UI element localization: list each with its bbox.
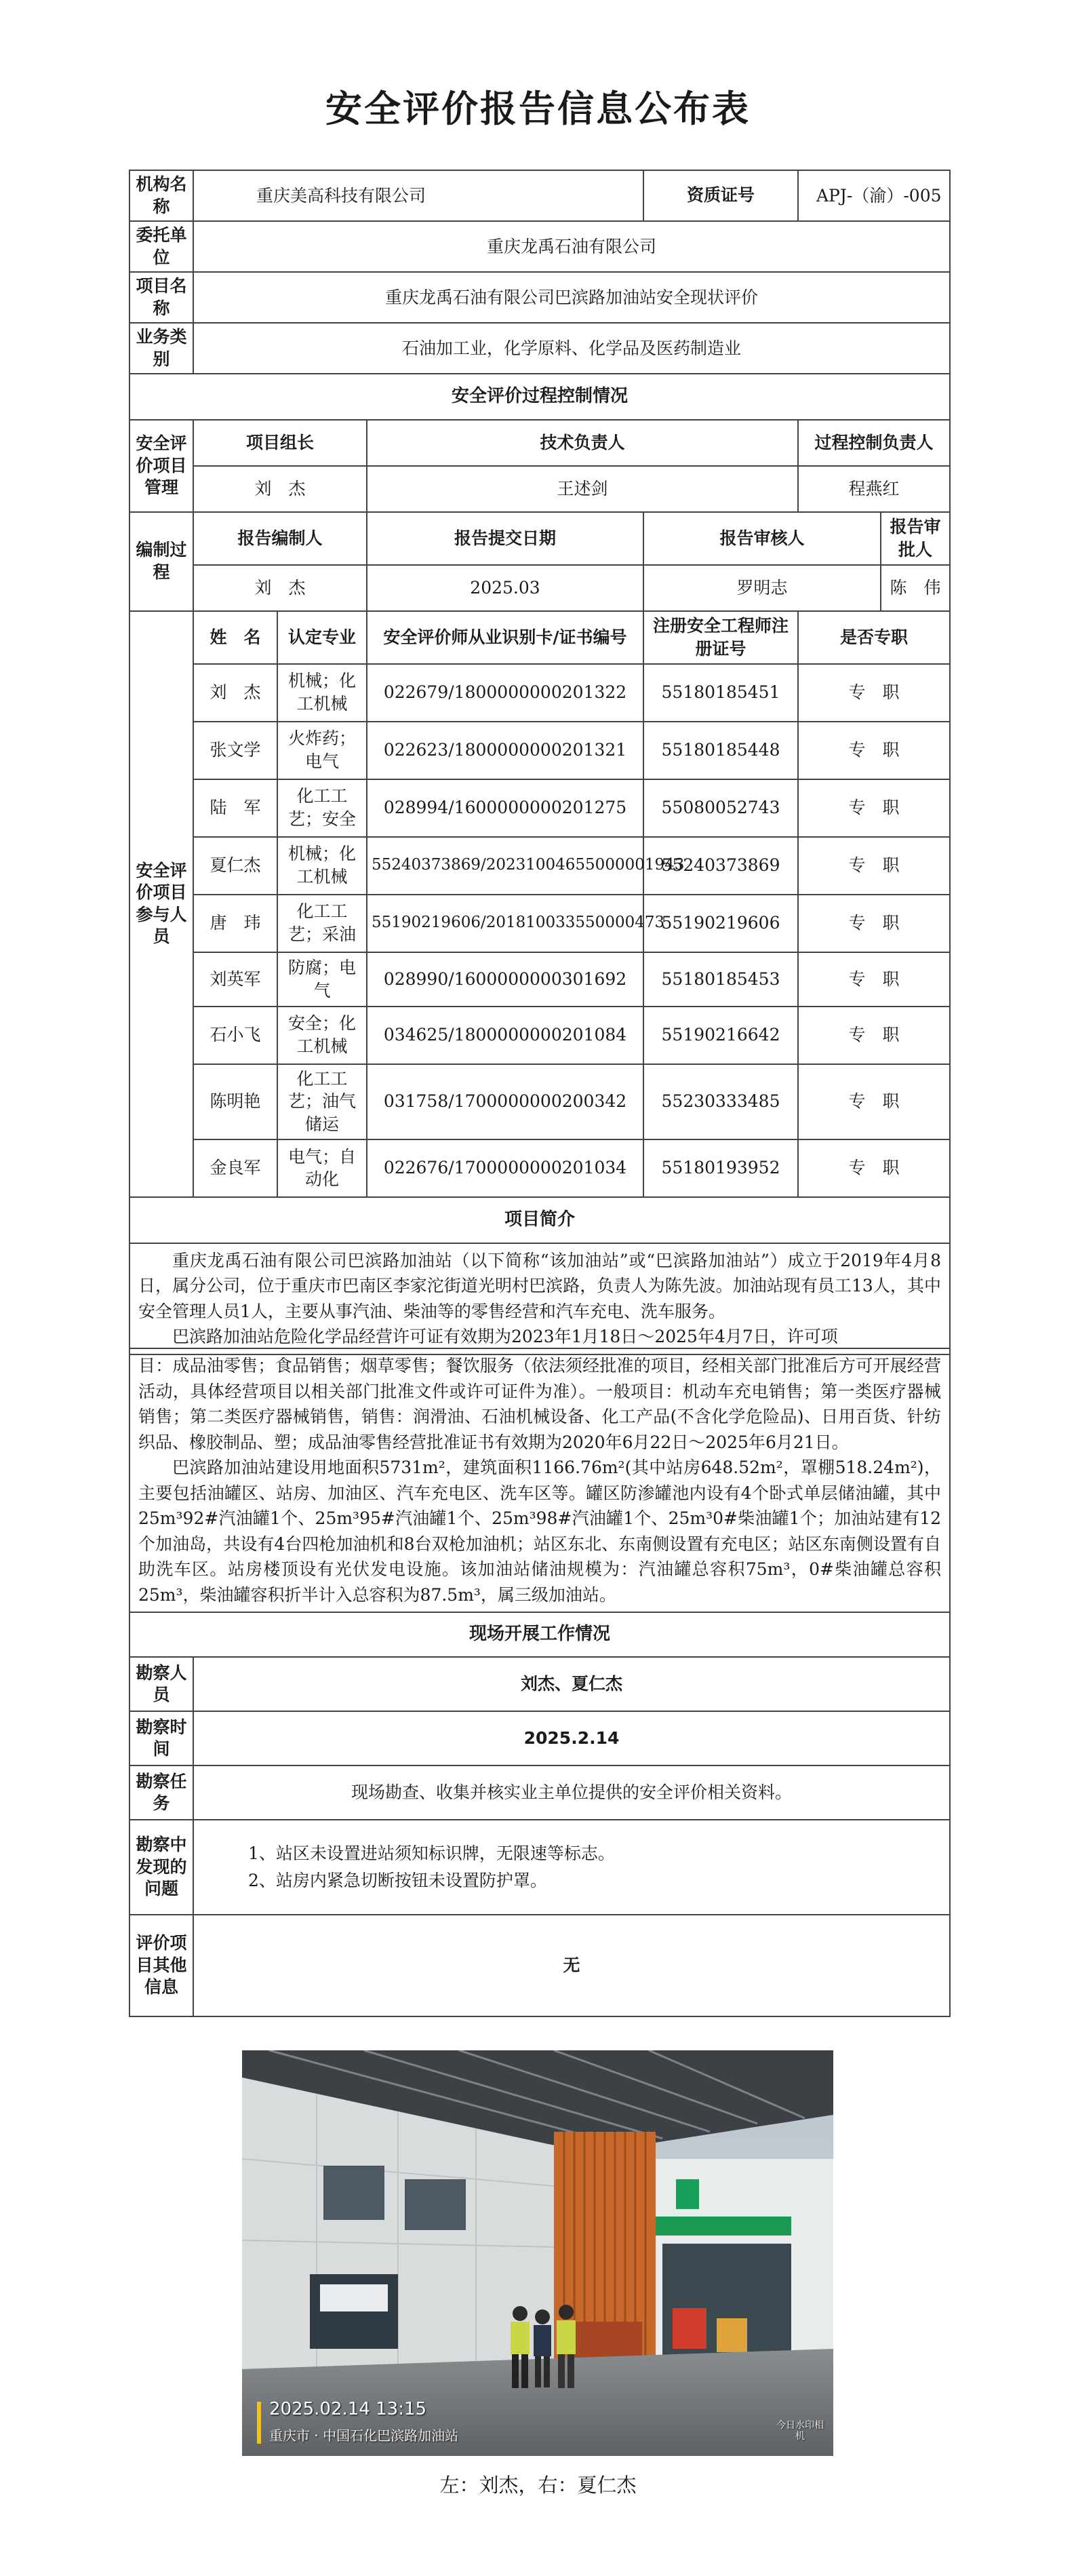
- staff-cert: 022676/1700000000201034: [367, 1139, 643, 1197]
- col-tech: 技术负责人: [367, 420, 798, 466]
- staff-cert: 55240373869/20231004655000001943: [367, 837, 643, 895]
- intro-paragraph: 巴滨路加油站建设用地面积5731m²，建筑面积1166.76m²(其中站房648.52m²，罩棚518.24m²)，主要包括油罐区、站房、加油区、汽车充电区、洗车区等。罐区防渗罐池内设有4个卧式单层储油罐，其中25m³92#汽油罐1个、25m³95#汽油罐1个、25m³98#汽油罐1个、25m³0#柴油罐1个；加油站建有12个加油岛，共设有4台四枪加油机和8台双枪加油机；站区东北、东南侧设置有充电区；站区东南侧设置有自助洗车区。站房楼顶设有光伏发电设施。该加油站储油规模为：汽油罐总容积75m³，0#柴油罐总容积25m³，柴油罐容积折半计入总容积为87.5m³，属三级加油站。: [138, 1458, 942, 1605]
- staff-cert: 022623/1800000000201321: [367, 722, 643, 779]
- business-label: 业务类别: [129, 323, 193, 374]
- staff-cert: 034625/1800000000201084: [367, 1007, 643, 1064]
- table-row: [129, 895, 950, 952]
- staff-reg: 55180193952: [643, 1139, 798, 1197]
- tech-name: 王述剑: [367, 466, 798, 512]
- col-cert: 安全评价师从业识别卡/证书编号: [367, 611, 643, 664]
- author-name: 刘 杰: [193, 565, 367, 611]
- staff-major: 化工工艺；采油: [277, 895, 367, 952]
- compile-label: 编制过程: [129, 512, 193, 611]
- field-other-label: 评价项目其他信息: [129, 1915, 193, 2016]
- field-time-value: 2025.2.14: [193, 1711, 950, 1765]
- table-row: [129, 664, 950, 722]
- intro-section-title: 项目简介: [129, 1197, 950, 1243]
- staff-name: 刘 杰: [193, 664, 277, 722]
- field-section-title: 现场开展工作情况: [129, 1612, 950, 1657]
- cert-label: 资质证号: [643, 170, 798, 221]
- staff-reg: 55230333485: [643, 1064, 798, 1139]
- reviewer-name: 罗明志: [643, 565, 881, 611]
- table-row: [129, 1139, 950, 1197]
- list-item: 1、站区未设置进站须知标识牌，无限速等标志。: [248, 1843, 615, 1863]
- staff-name: 张文学: [193, 722, 277, 779]
- info-table: [129, 170, 951, 1355]
- col-ctrl: 过程控制负责人: [798, 420, 950, 466]
- staff-fulltime: 专 职: [798, 779, 950, 837]
- photo-timestamp: 2025.02.14 13:15: [269, 2399, 427, 2419]
- project-label: 项目名称: [129, 272, 193, 323]
- field-other-value: 无: [193, 1915, 950, 2016]
- client-label: 委托单位: [129, 221, 193, 272]
- ctrl-name: 程燕红: [798, 466, 950, 512]
- mgmt-label: 安全评价项目管理: [129, 420, 193, 512]
- staff-name: 金良军: [193, 1139, 277, 1197]
- intro-text-part1: [129, 1243, 950, 1354]
- watermark-bar: [257, 2402, 261, 2444]
- staff-name: 刘英军: [193, 952, 277, 1007]
- staff-cert: 028990/1600000000301692: [367, 952, 643, 1007]
- staff-fulltime: 专 职: [798, 952, 950, 1007]
- col-reg: 注册安全工程师注册证号: [643, 611, 798, 664]
- intro-paragraph: 目：成品油零售；食品销售；烟草零售；餐饮服务（依法须经批准的项目，经相关部门批准后方可开展经营活动，具体经营项目以相关部门批准文件或许可证件为准）。一般项目：机动车充电销售；第一类医疗器械销售；第二类医疗器械销售，销售：润滑油、石油机械设备、化工产品(不含化学危险品)、日用百货、针纺织品、橡胶制品、塑；成品油零售经营批准证书有效期为2020年6月22日～2025年6月21日。: [138, 1356, 942, 1452]
- project-value: 重庆龙禹石油有限公司巴滨路加油站安全现状评价: [193, 272, 950, 323]
- staff-fulltime: 专 职: [798, 1007, 950, 1064]
- staff-major: 机械；化工机械: [277, 664, 367, 722]
- table-row: [129, 952, 950, 1007]
- col-date: 报告提交日期: [367, 512, 643, 565]
- staff-reg: 55180185453: [643, 952, 798, 1007]
- col-name: 姓 名: [193, 611, 277, 664]
- staff-reg: 55190219606: [643, 895, 798, 952]
- staff-group-label: 安全评价项目参与人员: [129, 611, 193, 1197]
- staff-fulltime: 专 职: [798, 1064, 950, 1139]
- col-approver: 报告审批人: [881, 512, 950, 565]
- staff-fulltime: 专 职: [798, 722, 950, 779]
- field-task-value: 现场勘查、收集并核实业主单位提供的安全评价相关资料。: [193, 1765, 950, 1820]
- staff-major: 防腐；电气: [277, 952, 367, 1007]
- field-staff-value: 刘杰、夏仁杰: [193, 1657, 950, 1711]
- business-value: 石油加工业，化学原料、化学品及医药制造业: [193, 323, 950, 374]
- staff-name: 陈明艳: [193, 1064, 277, 1139]
- staff-reg: 55240373869: [643, 837, 798, 895]
- org-label: 机构名称: [129, 170, 193, 221]
- staff-major: 电气；自动化: [277, 1139, 367, 1197]
- col-major: 认定专业: [277, 611, 367, 664]
- staff-major: 化工工艺；油气储运: [277, 1064, 367, 1139]
- site-photo: [242, 2050, 833, 2456]
- staff-name: 夏仁杰: [193, 837, 277, 895]
- watermark-app-label: 今日水印相机: [776, 2420, 824, 2442]
- approver-name: 陈 伟: [881, 565, 950, 611]
- field-task-label: 勘察任务: [129, 1765, 193, 1820]
- intro-paragraph: 巴滨路加油站危险化学品经营许可证有效期为2023年1月18日～2025年4月7日，许可项: [172, 1327, 838, 1347]
- staff-reg: 55080052743: [643, 779, 798, 837]
- org-value: 重庆美高科技有限公司: [193, 170, 643, 221]
- col-fulltime: 是否专职: [798, 611, 950, 664]
- staff-fulltime: 专 职: [798, 1139, 950, 1197]
- staff-reg: 55180185451: [643, 664, 798, 722]
- page-title: 安全评价报告信息公布表: [325, 87, 751, 130]
- staff-reg: 55190216642: [643, 1007, 798, 1064]
- staff-name: 石小飞: [193, 1007, 277, 1064]
- staff-cert: 022679/1800000000201322: [367, 664, 643, 722]
- cert-value: APJ-（渝）-005: [798, 170, 950, 221]
- list-item: 2、站房内紧急切断按钮未设置防护罩。: [248, 1871, 547, 1890]
- staff-fulltime: 专 职: [798, 664, 950, 722]
- col-leader: 项目组长: [193, 420, 367, 466]
- client-value: 重庆龙禹石油有限公司: [193, 221, 950, 272]
- field-issues-label: 勘察中发现的问题: [129, 1820, 193, 1915]
- staff-major: 安全；化工机械: [277, 1007, 367, 1064]
- table-row: [129, 1064, 950, 1139]
- staff-major: 火炸药；电气: [277, 722, 367, 779]
- field-issues-list: [193, 1820, 950, 1915]
- staff-fulltime: 专 职: [798, 837, 950, 895]
- staff-cert: 55190219606/201810033550000473: [367, 895, 643, 952]
- photo-location: 重庆市 · 中国石化巴滨路加油站: [269, 2427, 459, 2444]
- staff-cert: 031758/1700000000200342: [367, 1064, 643, 1139]
- staff-fulltime: 专 职: [798, 895, 950, 952]
- staff-name: 陆 军: [193, 779, 277, 837]
- table-row: [129, 1007, 950, 1064]
- table-row: [129, 722, 950, 779]
- col-author: 报告编制人: [193, 512, 367, 565]
- process-section-title: 安全评价过程控制情况: [129, 374, 950, 420]
- intro-text-part2: [129, 1348, 950, 1612]
- submit-date: 2025.03: [367, 565, 643, 611]
- intro-paragraph: 重庆龙禹石油有限公司巴滨路加油站（以下简称“该加油站”或“巴滨路加油站”）成立于2019年4月8日，属分公司，位于重庆市巴南区李家沱街道光明村巴滨路，负责人为陈先波。加油站现有员工13人，其中安全管理人员1人，主要从事汽油、柴油等的零售经营和汽车充电、洗车服务。: [138, 1250, 942, 1321]
- staff-reg: 55180185448: [643, 722, 798, 779]
- leader-name: 刘 杰: [193, 466, 367, 512]
- field-staff-label: 勘察人员: [129, 1657, 193, 1711]
- gas-station-illustration: [242, 2050, 833, 2456]
- col-reviewer: 报告审核人: [643, 512, 881, 565]
- staff-name: 唐 玮: [193, 895, 277, 952]
- staff-major: 化工工艺；安全: [277, 779, 367, 837]
- staff-cert: 028994/1600000000201275: [367, 779, 643, 837]
- photo-caption: 左：刘杰，右：夏仁杰: [439, 2474, 637, 2497]
- table-row: [129, 837, 950, 895]
- table-row: [129, 779, 950, 837]
- staff-major: 机械；化工机械: [277, 837, 367, 895]
- field-table: [129, 1348, 951, 2017]
- field-time-label: 勘察时间: [129, 1711, 193, 1765]
